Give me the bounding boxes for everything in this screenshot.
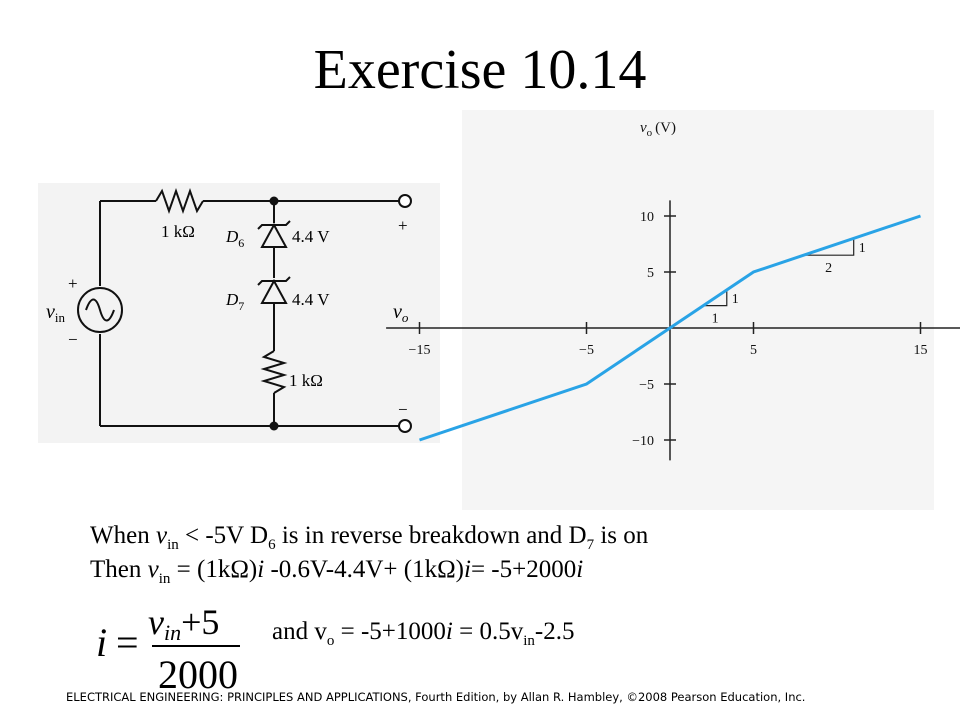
junction-bottom bbox=[270, 422, 279, 431]
diode-d6-body bbox=[262, 225, 286, 247]
output-plus: + bbox=[398, 216, 408, 235]
formula-eq: = bbox=[116, 620, 139, 665]
output-minus: − bbox=[398, 400, 408, 419]
ac-source-wave bbox=[86, 300, 114, 321]
r1-label: 1 kΩ bbox=[161, 222, 195, 241]
graph-svg bbox=[408, 110, 934, 510]
formula-denominator: 2000 bbox=[158, 652, 238, 697]
slope-run-label: 2 bbox=[825, 261, 833, 277]
formula-lhs: i bbox=[96, 620, 108, 665]
transfer-characteristic-graph bbox=[408, 110, 934, 510]
x-tick-label: −15 bbox=[408, 343, 431, 358]
source-plus: + bbox=[68, 274, 78, 293]
r2-label: 1 kΩ bbox=[289, 371, 323, 390]
y-tick-label: 10 bbox=[640, 210, 654, 225]
d6-label: $D_6$ bbox=[226, 227, 245, 250]
slope-rise-label: 1 bbox=[731, 291, 739, 307]
explanation-line-1: When $v_{in} < -5V$ $D_6$ is in reverse breakdown and $D_7$ is on bbox=[90, 522, 649, 553]
resistor-1 bbox=[156, 191, 203, 211]
diode-d7-body bbox=[262, 281, 286, 303]
output-label: $v_o$ bbox=[393, 301, 409, 325]
slide-title: Exercise 10.14 bbox=[313, 39, 647, 101]
footer-citation: ELECTRICAL ENGINEERING: PRINCIPLES AND APPLICATIONS, Fourth Edition, by Allan R. Hambley, ©2008 Pearson Education, Inc. bbox=[66, 690, 806, 704]
current-formula bbox=[96, 600, 246, 696]
circuit-svg bbox=[38, 183, 440, 443]
d6-value: 4.4 V bbox=[292, 227, 330, 246]
explanation-line-3: and $v_o = -5+1000i = 0.5v_{in}-2.5$ bbox=[272, 618, 575, 649]
x-tick-label: −5 bbox=[579, 343, 594, 358]
slope-run-label: 1 bbox=[711, 311, 719, 327]
y-axis-label: $v_o$ (V) bbox=[640, 120, 676, 139]
diode-d7-cathode bbox=[258, 277, 290, 285]
explanation-line-2: Then $v_{in} = (1k\Omega)i$ -0.6V-4.4V+ (1kΩ)i= -5+2000i bbox=[90, 556, 584, 587]
formula-numerator: vin+5 bbox=[148, 602, 220, 645]
slope-rise-label: 1 bbox=[858, 240, 866, 256]
x-tick-label: 5 bbox=[750, 343, 757, 358]
source-label: $v_{in}$ bbox=[46, 301, 66, 325]
y-tick-label: −10 bbox=[632, 434, 654, 449]
circuit-diagram bbox=[38, 183, 440, 443]
source-minus: − bbox=[68, 330, 78, 349]
d7-label: $D_7$ bbox=[226, 290, 245, 313]
y-tick-label: −5 bbox=[639, 378, 654, 393]
terminal-top bbox=[399, 195, 411, 207]
x-tick-label: 15 bbox=[913, 343, 928, 358]
junction-top bbox=[270, 197, 279, 206]
y-tick-label: 5 bbox=[647, 266, 654, 281]
resistor-2 bbox=[264, 351, 284, 393]
d7-value: 4.4 V bbox=[292, 290, 330, 309]
terminal-bottom bbox=[399, 420, 411, 432]
